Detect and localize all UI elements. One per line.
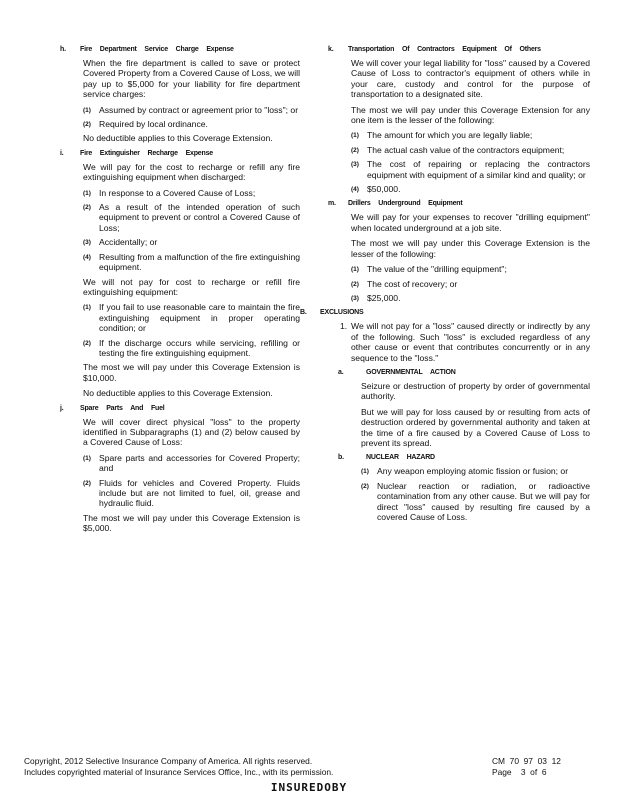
section-m-heading: m. Drillers Underground Equipment: [328, 199, 590, 208]
section-i-note: No deductible applies to this Coverage Extension.: [83, 388, 273, 399]
section-k-item-1: (1) The amount for which you are legally liable;: [351, 130, 533, 141]
copyright-footer: [24, 756, 444, 778]
section-i-item-2: (2) As a result of the intended operation of such equipment to prevent or control a Covered Cause of Loss;: [83, 202, 300, 233]
form-number: CM 70 97 03 12: [492, 756, 561, 766]
section-k-item-4: (4) $50,000.: [351, 184, 401, 195]
section-j-title: Spare Parts And Fuel: [80, 404, 165, 412]
governmental-action-p2: But we will pay for loss caused by or resulting from acts of destruction ordered by governmental authority and taken at the time of a fire caused by a Covered Cause of Loss to prevent its spread.: [361, 406, 590, 448]
section-h-intro: When the fire department is called to save or protect Covered Property from a Covered Cause of Loss, we will pay up to $5,000 for your liability for fire department service charges:: [83, 58, 300, 100]
section-m-item-1: (1) The value of the "drilling equipment";: [351, 264, 507, 275]
section-i-heading: i. Fire Extinguisher Recharge Expense: [60, 149, 300, 158]
watermark-brand: INSUREDOBY: [270, 781, 348, 794]
section-h-note: No deductible applies to this Coverage Extension.: [83, 133, 273, 144]
section-m-most: The most we will pay under this Coverage Extension is the lesser of the following:: [351, 238, 590, 259]
governmental-action-p1: Seizure or destruction of property by order of governmental authority.: [361, 380, 590, 402]
copyright-line: Copyright, 2012 Selective Insurance Company of America. All rights reserved.: [24, 756, 313, 766]
nuclear-hazard-item-1: (1) Any weapon employing atomic fission or fusion; or: [361, 466, 569, 477]
section-j-most: The most we will pay under this Coverage Extension is $5,000.: [83, 512, 300, 534]
section-i-exclusion-2: (2) If the discharge occurs while servicing, refilling or testing the fire extinguishing equipment.: [83, 337, 300, 358]
section-i-most: The most we will pay under this Coverage Extension is $10,000.: [83, 362, 300, 383]
page-number: Page 3 of 6: [492, 767, 547, 777]
section-k-heading: k. Transportation Of Contractors Equipment Of Others: [328, 45, 590, 54]
section-i-title: Fire Extinguisher Recharge Expense: [80, 149, 213, 157]
section-m-intro: We will pay for your expenses to recover "drilling equipment" when located underground at a job site.: [351, 212, 590, 233]
section-j-intro: We will cover direct physical "loss" to the property identified in Subparagraphs (1) and (2) below caused by a Covered Cause of Loss:: [83, 416, 300, 448]
section-m-item-3: (3) $25,000.: [351, 292, 401, 303]
section-i-item-1: (1) In response to a Covered Cause of Loss;: [83, 187, 256, 198]
nuclear-hazard-heading: b. NUCLEAR HAZARD: [338, 453, 590, 462]
section-m-item-2: (2) The cost of recovery; or: [351, 278, 458, 289]
section-k-item-2: (2) The actual cash value of the contractors equipment;: [351, 144, 565, 155]
section-h-heading: h. Fire Department Service Charge Expense: [60, 45, 300, 54]
left-column: [60, 40, 300, 539]
exclusions-title: EXCLUSIONS: [320, 309, 364, 317]
section-i-not-pay: We will not pay for cost to recharge or refill fire extinguishing equipment:: [83, 276, 300, 297]
section-k-intro: We will cover your legal liability for "loss" caused by a Covered Cause of Loss to contractor's equipment of others while in your care, custody and control for the purpose of transportation to a designated site.: [351, 58, 590, 100]
section-k-item-3: (3) The cost of repairing or replacing the contractors equipment with equipment of a similar kind and quality; or: [351, 159, 590, 180]
section-i-item-3: (3) Accidentally; or: [83, 237, 158, 248]
section-j-item-2: (2) Fluids for vehicles and Covered Property. Fluids include but are not limited to fuel, oil, grease and hydraulic fluid.: [83, 477, 300, 509]
section-k-title: Transportation Of Contractors Equipment Of Others: [348, 46, 541, 53]
section-h-item-1: (1) Assumed by contract or agreement prior to "loss"; or: [83, 104, 299, 115]
section-i-intro: We will pay for the cost to recharge or refill any fire extinguishing equipment when discharged:: [83, 161, 300, 183]
governmental-action-heading: a. GOVERNMENTAL ACTION: [338, 368, 590, 377]
section-i-item-4: (4) Resulting from a malfunction of the fire extinguishing equipment.: [83, 251, 300, 273]
section-m-title: Drillers Underground Equipment: [348, 200, 463, 208]
nuclear-hazard-item-2: (2) Nuclear reaction or radiation, or radioactive contamination from any other cause. But we will pay for direct "loss" caused by resulting fire caused by a covered Cause of Loss.: [361, 480, 590, 522]
section-h-title: Fire Department Service Charge Expense: [80, 46, 234, 53]
exclusions-paragraph-1: 1. We will not pay for a "loss" caused directly or indirectly by any of the following. Such "loss" is excluded regardless of any other cause or event that contributes concurrently or in any sequence to the "loss.": [340, 321, 590, 363]
right-column: [300, 40, 590, 526]
section-j-heading: j. Spare Parts And Fuel: [60, 404, 300, 413]
section-j-item-1: (1) Spare parts and accessories for Covered Property; and: [83, 452, 300, 474]
nuclear-hazard-title: NUCLEAR HAZARD: [366, 454, 435, 462]
form-reference: [492, 756, 602, 778]
section-k-most: The most we will pay under this Coverage Extension for any one item is the lesser of the following:: [351, 104, 590, 126]
exclusions-heading: B. EXCLUSIONS: [300, 308, 590, 317]
iso-permission-line: Includes copyrighted material of Insurance Services Office, Inc., with its permission.: [24, 767, 334, 777]
governmental-action-title: GOVERNMENTAL ACTION: [366, 368, 456, 376]
section-i-exclusion-1: (1) If you fail to use reasonable care to maintain the fire extinguishing equipment in proper operating condition; or: [83, 302, 300, 334]
section-h-item-2: (2) Required by local ordinance.: [83, 119, 208, 130]
